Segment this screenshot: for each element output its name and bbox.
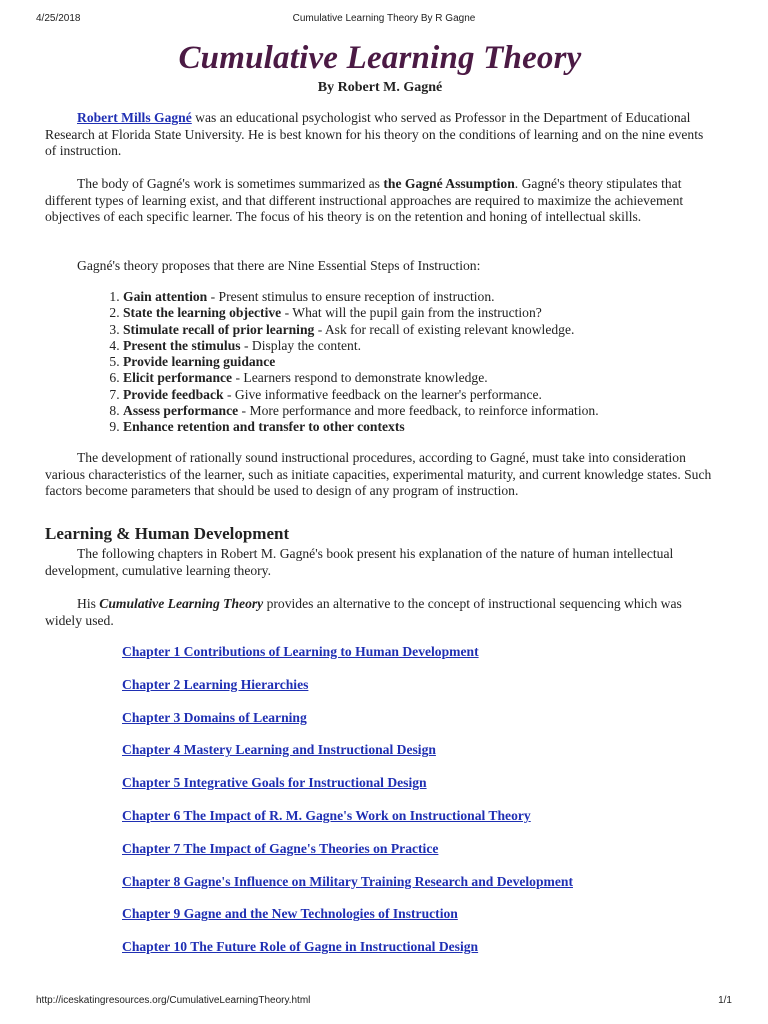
byline: By Robert M. Gagné: [317, 80, 443, 95]
chapter-link-3[interactable]: Chapter 3 Domains of Learning: [122, 709, 307, 725]
step-item: [123, 322, 723, 338]
step-description: - Ask for recall of existing relevant knowledge.: [314, 321, 575, 337]
chapter-link-6[interactable]: Chapter 6 The Impact of R. M. Gagne's Work on Instructional Theory: [122, 807, 531, 823]
chapter-link-8[interactable]: Chapter 8 Gagne's Influence on Military Training Research and Development: [122, 873, 573, 889]
step-title: Enhance retention and transfer to other contexts: [123, 419, 405, 435]
chapter-links: [122, 643, 573, 971]
step-title: Stimulate recall of prior learning: [123, 321, 315, 337]
alternative-paragraph: [45, 596, 710, 629]
assumption-paragraph: [45, 176, 715, 226]
assumption-bold: the Gagné Assumption: [383, 176, 515, 191]
step-item: [123, 289, 723, 305]
step-description: - More performance and more feedback, to reinforce information.: [238, 403, 599, 419]
chapter-link-1[interactable]: Chapter 1 Contributions of Learning to Human Development: [122, 644, 479, 659]
page-title: Cumulative Learning Theory: [178, 40, 582, 76]
chapter-item: [122, 905, 573, 938]
step-description: - Display the content.: [240, 337, 361, 353]
steps-intro: Gagné's theory proposes that there are Nine Essential Steps of Instruction:: [77, 258, 481, 273]
chapter-link-2[interactable]: Chapter 2 Learning Hierarchies: [122, 676, 309, 692]
development-paragraph: The development of rationally sound instructional procedures, according to Gagné, must take into consideration various characteristics of the learner, such as initiate capacities, experimental maturity, and current knowledge states. Such factors become parameters that should be used to design of any program of instruction.: [45, 450, 712, 498]
print-header: [36, 13, 732, 27]
chapter-item: [122, 643, 573, 676]
chapter-item: [122, 741, 573, 774]
print-footer: [36, 995, 732, 1009]
step-title: State the learning objective: [123, 305, 282, 321]
step-item: [123, 419, 723, 435]
chapter-item: [122, 873, 573, 906]
chapter-item: [122, 774, 573, 807]
author-link[interactable]: Robert Mills Gagné: [77, 110, 192, 125]
chapter-link-4[interactable]: Chapter 4 Mastery Learning and Instructional Design: [122, 742, 436, 758]
step-title: Present the stimulus: [123, 337, 241, 353]
chapter-link-9[interactable]: Chapter 9 Gagne and the New Technologies of Instruction: [122, 906, 458, 922]
intro-paragraph: [45, 110, 710, 160]
alternative-emphasis: Cumulative Learning Theory: [99, 596, 264, 611]
step-item: [123, 370, 723, 386]
step-description: - Give informative feedback on the learner's performance.: [223, 386, 542, 402]
assumption-before: The body of Gagné's work is sometimes summarized as: [77, 176, 384, 191]
print-page-number: 1/1: [718, 995, 732, 1006]
step-description: - Learners respond to demonstrate knowledge.: [232, 370, 488, 386]
step-description: - What will the pupil gain from the instruction?: [281, 305, 542, 321]
chapter-item: [122, 840, 573, 873]
print-date: 4/25/2018: [36, 13, 81, 24]
section-heading: Learning & Human Development: [45, 524, 290, 543]
print-url: http://iceskatingresources.org/CumulativeLearningTheory.html: [36, 995, 311, 1006]
chapter-item: [122, 709, 573, 742]
chapter-item: [122, 807, 573, 840]
step-item: [123, 354, 723, 370]
chapter-link-5[interactable]: Chapter 5 Integrative Goals for Instructional Design: [122, 775, 427, 791]
step-item: [123, 305, 723, 321]
print-page-title: Cumulative Learning Theory By R Gagne: [292, 13, 476, 24]
step-title: Gain attention: [123, 289, 208, 304]
step-title: Provide learning guidance: [123, 354, 276, 370]
intro-text: was an educational psychologist who served as Professor in the Department of Educational Research at Florida State University. He is best known for his theory on the conditions of learning and on the nine events of instruction.: [45, 110, 704, 158]
step-title: Assess performance: [123, 403, 239, 419]
step-item: [123, 338, 723, 354]
chapter-link-10[interactable]: Chapter 10 The Future Role of Gagne in Instructional Design: [122, 939, 479, 955]
steps-list: [45, 289, 723, 436]
step-description: - Present stimulus to ensure reception of instruction.: [207, 289, 495, 304]
chapter-link-7[interactable]: Chapter 7 The Impact of Gagne's Theories on Practice: [122, 840, 439, 856]
assumption-after: . Gagné's theory stipulates that different types of learning exist, and that different instructional approaches are required to maximize the achievement objectives of each specific learner. The focus of his theory is on the retention and honing of intellectual skills.: [45, 176, 684, 224]
chapter-item: [122, 676, 573, 709]
chapters-intro: The following chapters in Robert M. Gagné's book present his explanation of the nature of human intellectual development, cumulative learning theory.: [45, 546, 674, 578]
alternative-after: provides an alternative to the concept of instructional sequencing which was widely used.: [45, 596, 682, 628]
alternative-before: His: [77, 596, 100, 611]
step-title: Elicit performance: [123, 370, 233, 386]
step-item: [123, 387, 723, 403]
step-title: Provide feedback: [123, 386, 224, 402]
step-item: [123, 403, 723, 419]
chapter-item: [122, 938, 573, 971]
